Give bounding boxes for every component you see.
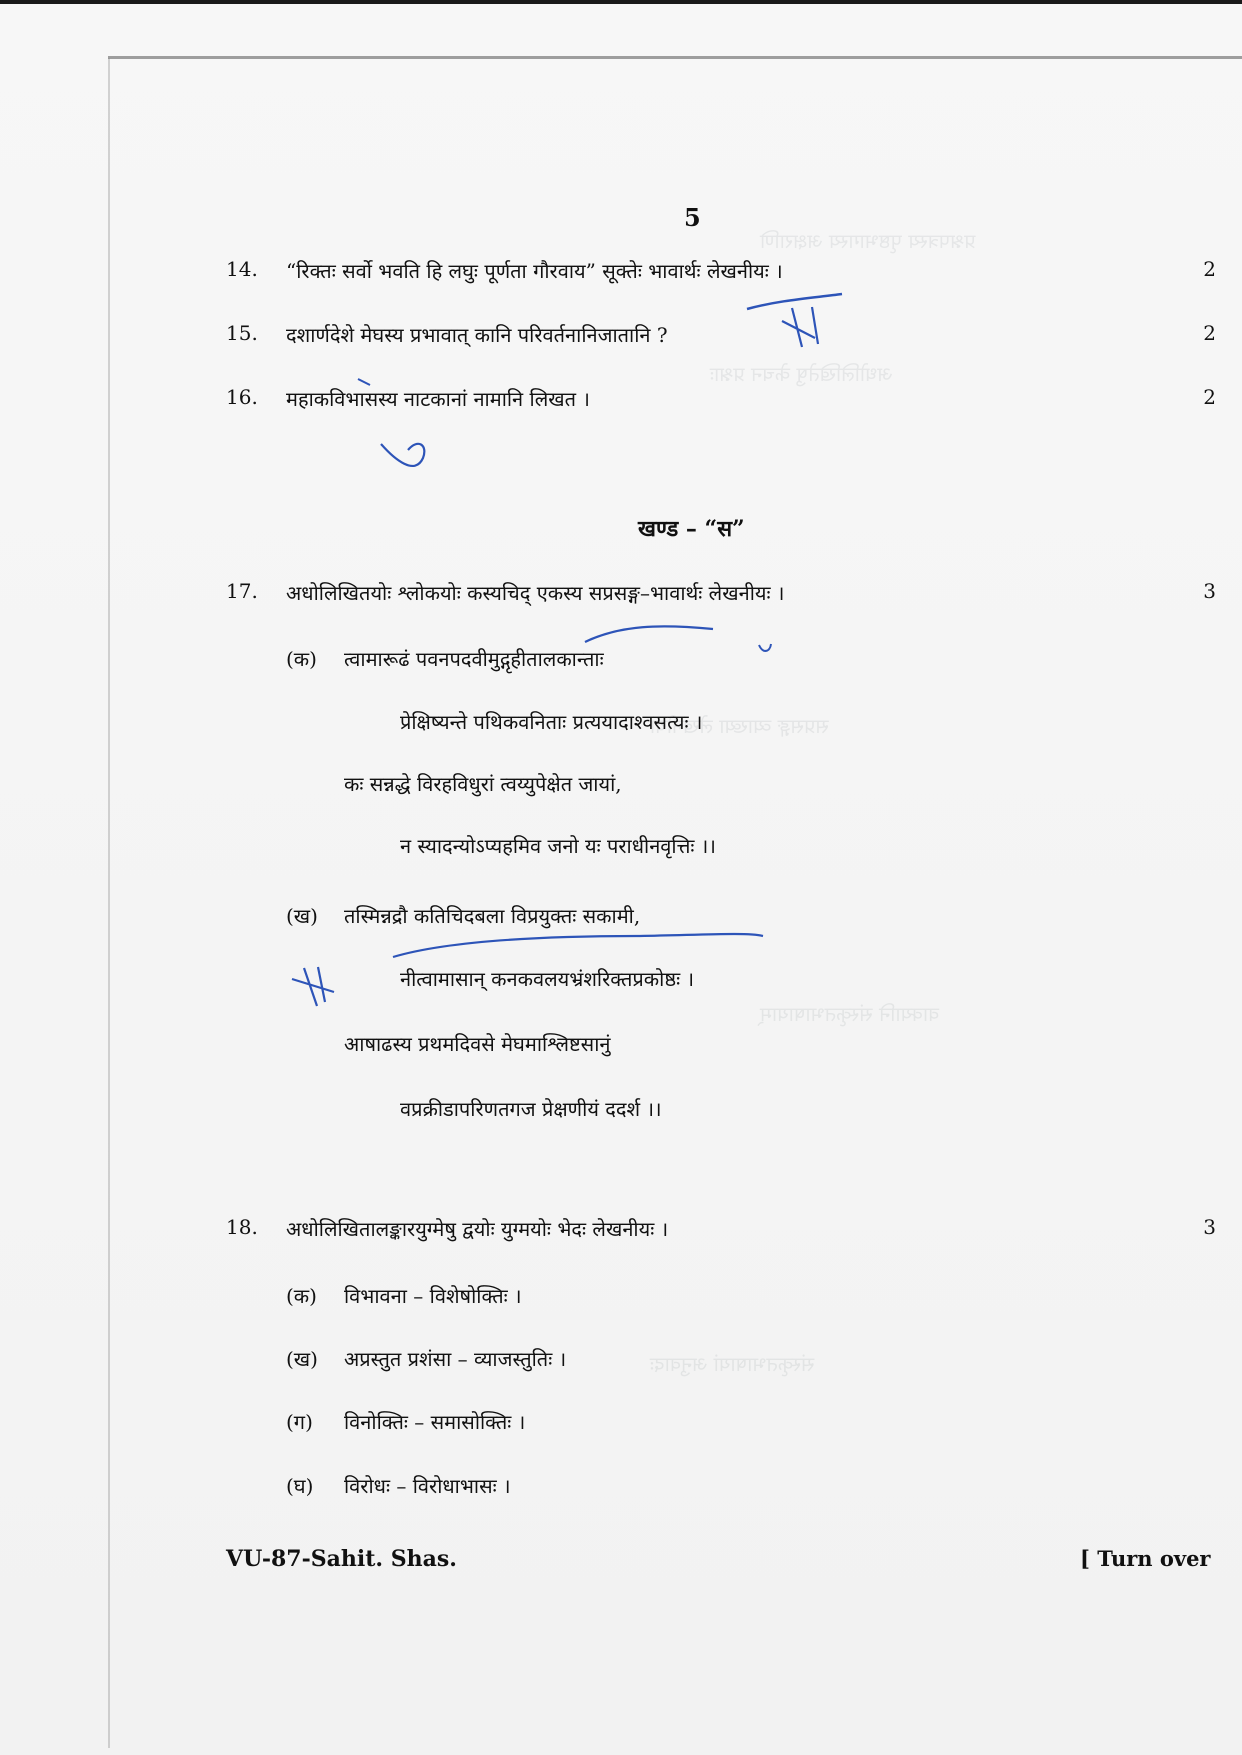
question-number: 17. <box>226 579 258 603</box>
pen-cross-mark <box>292 967 334 1006</box>
option-label: (क) <box>286 1284 317 1308</box>
option-text: विभावना – विशेषोक्तिः । <box>344 1284 522 1308</box>
verse-line: तस्मिन्नद्रौ कतिचिदबला विप्रयुक्तः सकामी, <box>344 904 641 928</box>
verse-line: नीत्वामासान् कनकवलयभ्रंशरिक्तप्रकोष्ठः । <box>400 967 695 991</box>
verse-label: (ख) <box>286 904 318 928</box>
pen-check-mark <box>381 444 424 466</box>
question-marks: 3 <box>1203 1215 1216 1239</box>
question-marks: 2 <box>1203 257 1216 281</box>
verse-label: (क) <box>286 647 317 671</box>
option-text: विनोक्तिः – समासोक्तिः । <box>344 1410 526 1434</box>
pen-underline-mark <box>393 934 763 957</box>
page-number: 5 <box>684 203 701 232</box>
option-label: (घ) <box>286 1474 314 1498</box>
header-rule <box>108 56 1242 59</box>
bleed-through-text: संस्कृतभाषायां अनुवादः <box>650 1352 815 1376</box>
pen-underline-mark <box>585 626 713 642</box>
question-number: 14. <box>226 257 258 281</box>
question-marks: 3 <box>1203 579 1216 603</box>
option-label: (ख) <box>286 1347 318 1371</box>
bleed-through-text: वाक्यानि संस्कृतभाषायाम् <box>760 1002 940 1026</box>
option-text: विरोधः – विरोधाभासः । <box>344 1474 511 1498</box>
verse-line: त्वामारूढं पवनपदवीमुद्गृहीतालकान्ताः <box>344 647 604 671</box>
section-title: खण्ड – “स” <box>638 516 745 542</box>
verse-line: वप्रक्रीडापरिणतगज प्रेक्षणीयं ददर्श ।। <box>400 1097 662 1121</box>
question-marks: 2 <box>1203 321 1216 345</box>
question-text: दशार्णदेशे मेघस्य प्रभावात् कानि परिवर्तनानिजातानि ? <box>286 323 668 347</box>
pen-cross-mark <box>782 307 818 347</box>
question-number: 18. <box>226 1215 258 1239</box>
verse-line: प्रेक्षिष्यन्ते पथिकवनिताः प्रत्ययादाश्वसत्यः । <box>400 710 703 734</box>
bleed-through-text: सप्रसङ्ग व्याख्या लेखनीया <box>650 714 829 738</box>
question-text: “रिक्तः सर्वो भवति हि लघुः पूर्णता गौरवाय” सूक्तेः भावार्थः लेखनीयः । <box>286 259 783 283</box>
bleed-through-text: प्रश्नपत्रस्य पृष्ठभागस्य अक्षराणि <box>760 229 976 253</box>
question-marks: 2 <box>1203 385 1216 409</box>
verse-line: आषाढस्य प्रथमदिवसे मेघमाश्लिष्टसानुं <box>344 1032 611 1056</box>
question-number: 15. <box>226 321 258 345</box>
question-text: अधोलिखितयोः श्लोकयोः कस्यचिद् एकस्य सप्रसङ्ग–भावार्थः लेखनीयः । <box>286 581 785 605</box>
paper-code: VU-87-Sahit. Shas. <box>226 1546 457 1572</box>
question-text: अधोलिखितालङ्कारयुग्मेषु द्वयोः युग्मयोः भेदः लेखनीयः । <box>286 1217 669 1241</box>
top-edge-shadow <box>0 0 1242 4</box>
turn-over-note: [ Turn over <box>1080 1546 1211 1571</box>
option-label: (ग) <box>286 1410 313 1434</box>
question-text: महाकविभासस्य नाटकानां नामानि लिखत । <box>286 387 590 411</box>
verse-line: न स्यादन्योऽप्यहमिव जनो यः पराधीनवृत्तिः ।। <box>400 834 716 858</box>
bleed-through-text: अधोलिखितेषु केचन प्रश्नाः <box>710 362 893 386</box>
left-page-edge <box>108 58 110 1748</box>
option-text: अप्रस्तुत प्रशंसा – व्याजस्तुतिः । <box>344 1347 567 1371</box>
verse-line: कः सन्नद्धे विरहविधुरां त्वय्युपेक्षेत जायां, <box>344 772 622 796</box>
pen-tick-mark <box>759 644 771 651</box>
pen-underline-mark <box>747 294 842 309</box>
question-number: 16. <box>226 385 258 409</box>
